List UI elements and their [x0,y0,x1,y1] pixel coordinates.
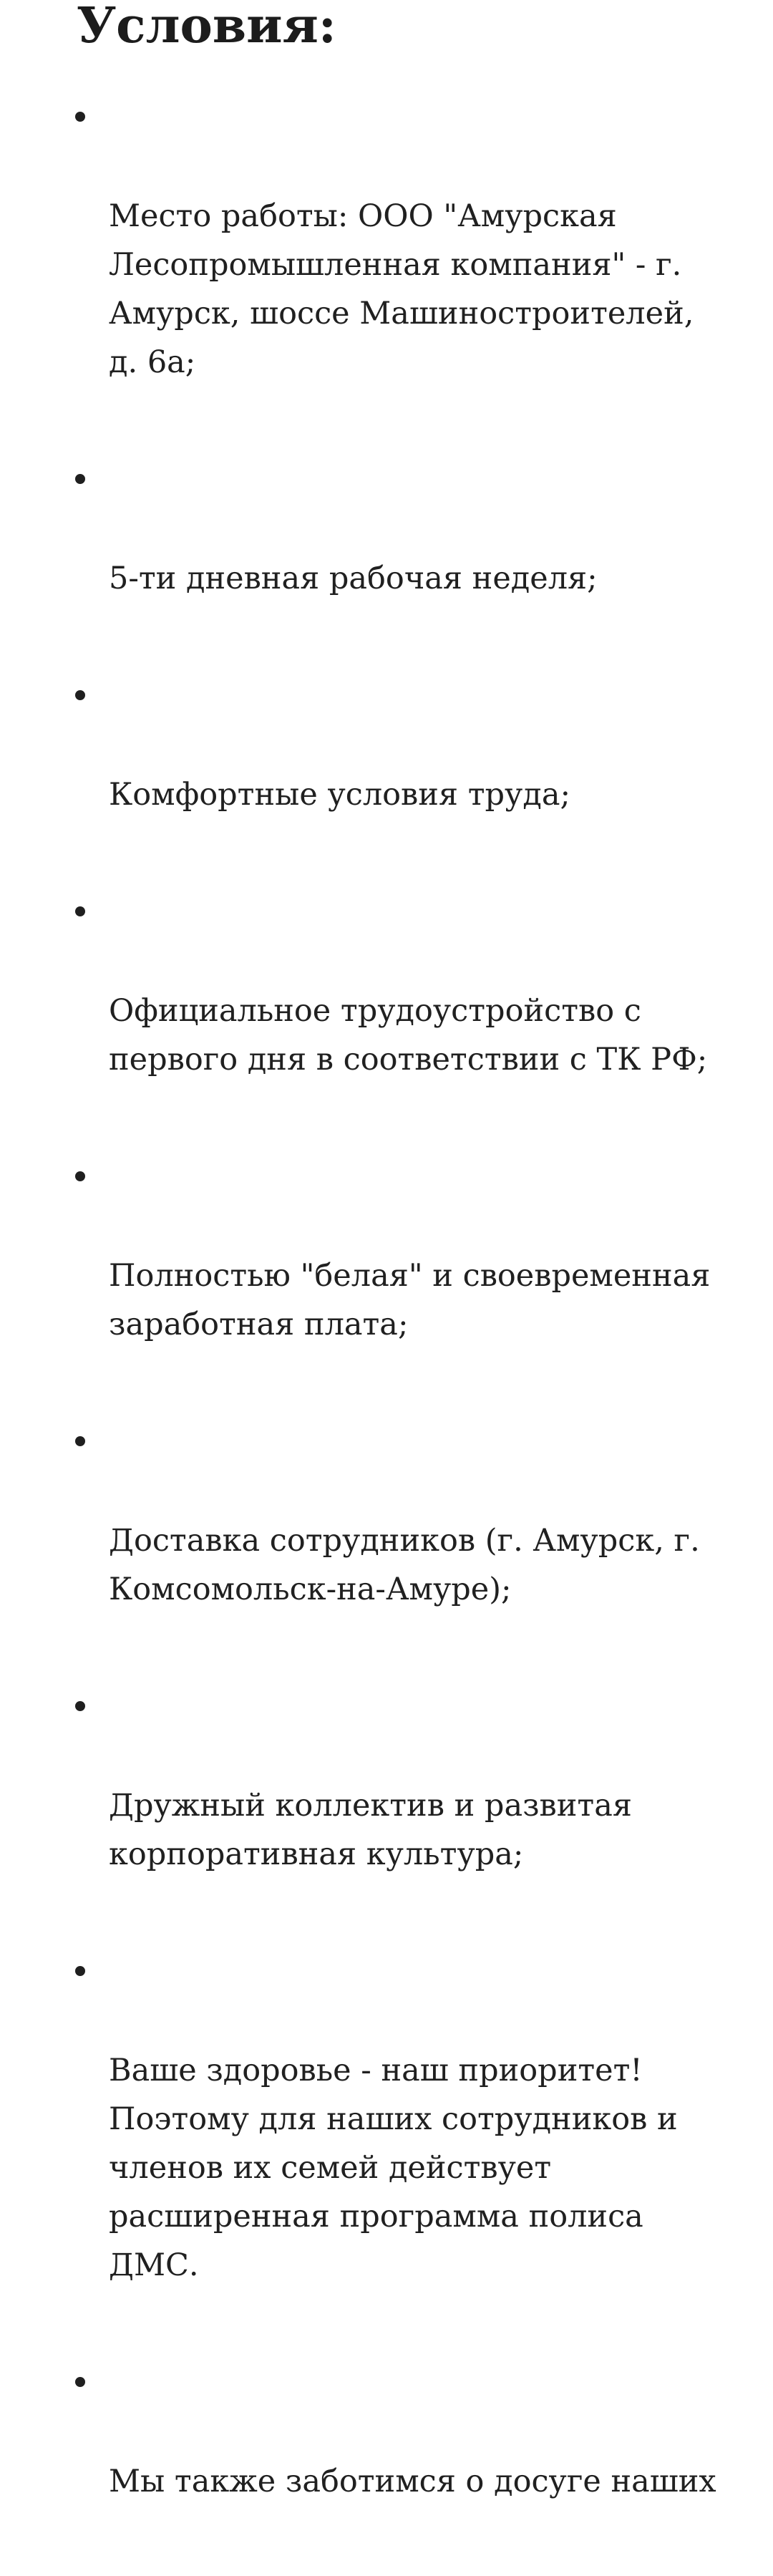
bullet-icon [75,474,85,484]
list-item-text: Комфортные условия труда; [109,777,570,813]
list-item-text: Доставка сотрудников (г. Амурск, г. Комсомольск-на-Амуре); [109,1523,700,1607]
bullet-icon [75,1436,85,1446]
list-item-text: Официальное трудоустройство с первого дня в соответствии с ТК РФ; [109,993,708,1078]
list-item-text: Место работы: ООО "Амурская Лесопромышленная компания" - г. Амурск, шоссе Машиностроителей, д. 6а; [109,198,694,380]
bullet-icon [75,2377,85,2387]
bullet-icon [75,1966,85,1976]
list-item [0,2360,773,2555]
list-item-text: Дружный коллектив и развитая корпоративная культура; [109,1788,632,1872]
list-item-text: Ваше здоровье - наш приоритет! Поэтому для наших сотрудников и членов их семей действует расширенная программа полиса ДМС. [109,2053,678,2283]
list-item-text: 5-ти дневная рабочая неделя; [109,561,598,596]
list-item-text: Мы также заботимся о досуге наших [109,2464,716,2499]
list-item [0,1154,773,1398]
bullet-icon [75,1701,85,1711]
list-item [0,95,773,435]
bullet-icon [75,906,85,916]
bullet-icon [75,690,85,700]
list-item [0,1949,773,2338]
list-item [0,1684,773,1927]
conditions-list [0,95,773,2576]
bullet-icon [75,112,85,122]
section-heading: Условия: [77,0,336,54]
list-item [0,889,773,1133]
list-item [0,673,773,868]
list-item-text: Полностью "белая" и своевременная заработная плата; [109,1258,711,1342]
bullet-icon [75,1171,85,1181]
list-item [0,457,773,652]
list-item [0,1419,773,1662]
